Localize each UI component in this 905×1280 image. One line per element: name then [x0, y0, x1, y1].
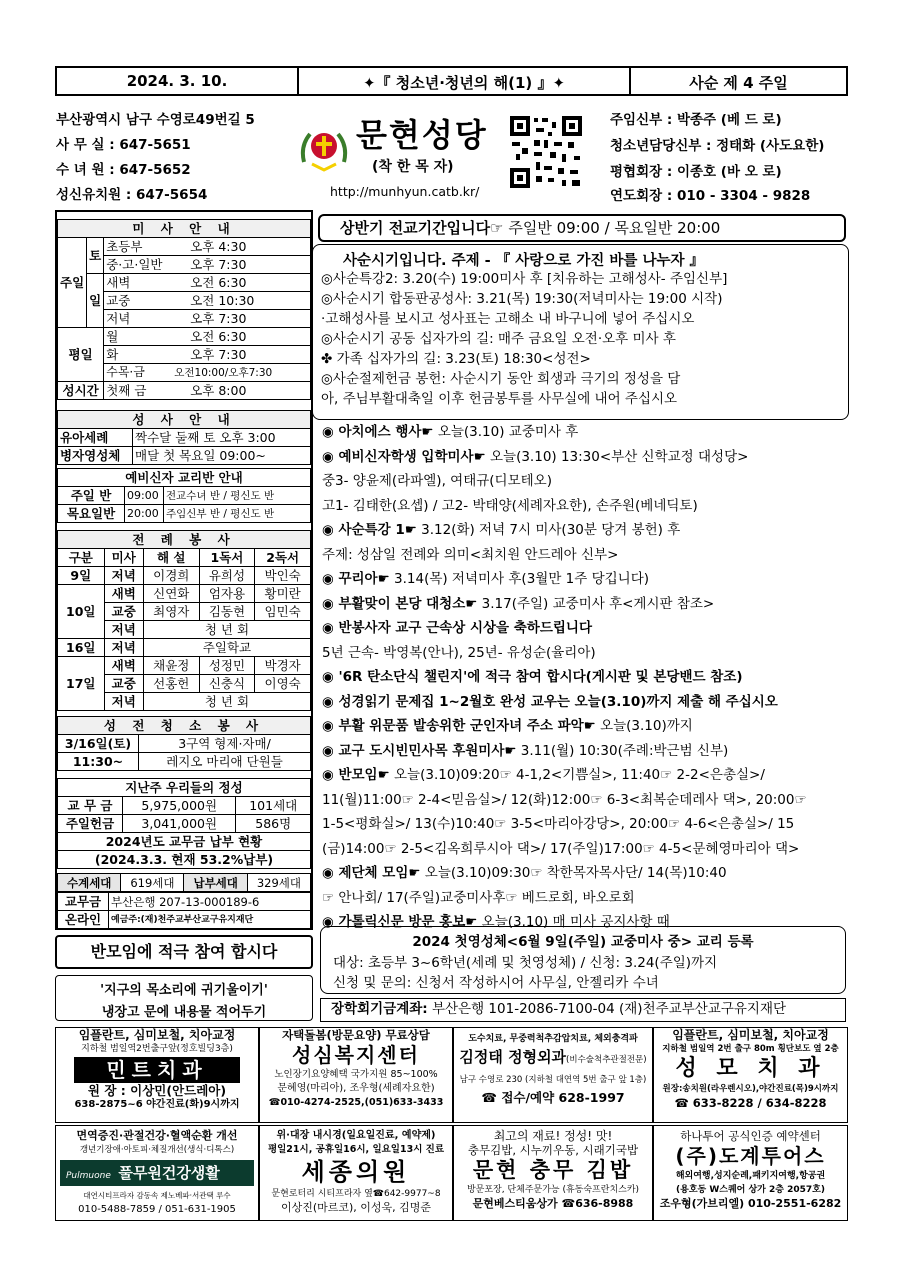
- mass-row: 월 오전 6:30: [104, 328, 311, 346]
- ad-line: ☎ 633-8228 / 634-8228: [674, 1096, 827, 1110]
- liturgy-day: 16일: [58, 639, 105, 657]
- ad-line: 문현베스티움상가 ☎636-8988: [472, 1197, 634, 1210]
- finance-title: 지난주 우리들의 정성: [58, 779, 311, 797]
- ad-line: (용호동 W스퀘어 상가 2층 2057호): [676, 1185, 825, 1195]
- scholarship-value: 부산은행 101-2086-7100-04 (재)천주교부산교구유지재단: [427, 1001, 787, 1017]
- finance-count: 586명: [236, 815, 311, 833]
- news-item-detail: [322, 496, 698, 516]
- mass-row: 첫째 금 오후 8:00: [104, 382, 311, 400]
- ad-name-box: [60, 1160, 254, 1186]
- news-item-title: ◉ 반봉사자 교구 근속상 시상을 축하드립니다: [322, 620, 593, 636]
- liturgy-cell: 교중: [104, 603, 143, 621]
- news-item-title: ◉ 예비신자학생 입학미사☛: [322, 448, 486, 465]
- finance-amount: 5,975,000원: [123, 797, 236, 815]
- ad-kim-orthopedics[interactable]: [453, 1027, 653, 1123]
- account-number: 부산은행 207-13-000189-6: [109, 893, 311, 911]
- liturgy-cell: 성정민: [199, 657, 255, 675]
- parish-emblem-icon: [298, 122, 350, 174]
- first-communion-box: [320, 926, 846, 994]
- ad-line: 원 장 : 이상민(안드레아): [87, 1083, 227, 1098]
- liturgy-cell: 새벽: [104, 657, 143, 675]
- mass-row: 저녁 오후 7:30: [104, 310, 311, 328]
- news-item-text: 3.17(주일) 교중미사 후<게시판 참조>: [477, 595, 715, 612]
- finance-amount: 3,041,000원: [123, 815, 236, 833]
- lent-line: ◎사순특강2: 3.20(수) 19:00미사 후 [치유하는 고해성사- 주임신부]: [321, 271, 728, 287]
- ad-dogye-tours[interactable]: [653, 1125, 848, 1221]
- news-item-text: 3.14(목) 저녁미사 후(3월만 1주 당깁니다): [389, 571, 650, 587]
- ad-line: 638-2875~6 야간진료(화)9시까지: [74, 1099, 240, 1110]
- ad-line: 노인장기요양혜택 국가지원 85~100%: [274, 1069, 438, 1080]
- liturgy-cell: 교중: [104, 675, 143, 693]
- parish-motto: (착 한 목 자): [372, 159, 454, 175]
- ad-line: ☎ 접수/예약 628-1997: [481, 1090, 625, 1105]
- news-item-title: ◉ 아치에스 행사☛: [322, 424, 434, 440]
- news-item-text: 3.12(화) 저녁 7시 미사(30분 당겨 봉헌) 후: [416, 522, 681, 538]
- news-item: [322, 422, 578, 442]
- ad-name: 세종의원: [301, 1158, 411, 1186]
- liturgy-header: 미사: [104, 549, 143, 567]
- staff-pastor: 주임신부 : 박종주 (베 드 로): [610, 112, 782, 128]
- lent-line: ◎사순시기 공동 십자가의 길: 매주 금요일 오전·오후 미사 후: [321, 331, 676, 347]
- sacrament-table: [57, 410, 311, 465]
- ad-line: 면역증진·관절건강·혈액순환 개선: [76, 1129, 238, 1142]
- ad-line: 하나투어 공식인증 예약센터: [680, 1129, 821, 1143]
- lent-line: ✤ 가족 십자가의 길: 3.23(토) 18:30<성전>: [321, 351, 591, 367]
- convent-phone: 수 녀 원 : 647-5652: [56, 162, 191, 178]
- finance-count: 101세대: [236, 797, 311, 815]
- sacrament-title: 성 사 안 내: [58, 411, 311, 429]
- liturgy-cell: 박인숙: [255, 567, 311, 585]
- lent-line: ·고해성사를 보시고 성사표는 고해소 내 바구니에 넣어 주십시오: [321, 311, 695, 327]
- catechism-label: 목요일반: [58, 505, 125, 523]
- news-item-text: 주제: 성삼일 전례와 의미<최치원 안드레아 신부>: [322, 546, 619, 563]
- account-holder: 예금주:(재)천주교부산교구유지재단: [109, 911, 311, 929]
- news-item-detail: [322, 471, 552, 491]
- ad-line: 조우형(가브리엘) 010-2551-6282: [659, 1197, 842, 1210]
- staff-funeral: 연도회장 : 010 - 3304 - 9828: [610, 188, 811, 204]
- news-item-text: 중3- 양윤제(라파엘), 여태규(디모테오): [322, 473, 552, 489]
- news-item-detail: [322, 545, 618, 565]
- news-item-title: ◉ 부활 위문품 발송위한 군인자녀 주소 파악☛: [322, 718, 596, 734]
- pulmuone-logo: Pulmuone: [66, 1171, 111, 1181]
- ad-mint-dental[interactable]: [55, 1027, 259, 1123]
- liturgy-cell: 이경희: [143, 567, 199, 585]
- qr-code-icon[interactable]: [508, 114, 584, 190]
- mass-row: 새벽 오전 6:30: [104, 274, 311, 292]
- households-value: 619세대: [121, 874, 184, 892]
- news-item-title: ◉ 제단체 모임☛: [322, 865, 421, 881]
- liturgy-cell: 엄자용: [199, 585, 255, 603]
- news-item-title: ◉ '6R 탄소단식 챌린지'에 적극 참여 합시다(게시판 및 본당밴드 참조): [322, 669, 743, 685]
- mass-title: 미 사 안 내: [58, 220, 311, 238]
- finance-status: 2024년도 교무금 납부 현황: [58, 833, 311, 851]
- liturgy-cell: 황미란: [255, 585, 311, 603]
- ad-name: 성 모 치 과: [675, 1056, 826, 1081]
- news-item-text: 11(월)11:00☞ 2-4<믿음실>/ 12(화)12:00☞ 6-3<최복순데레사 댁>, 20:00☞: [322, 791, 807, 808]
- liturgy-header: 구분: [58, 549, 105, 567]
- ad-line: 대연시티프라자 감동속 제노베파·서관택 루수: [83, 1191, 231, 1200]
- ad-line: 지하철 범일역 2번 출구 80m 횡단보도 옆 2층: [662, 1044, 839, 1054]
- news-item-text: 오늘(3.10) 교중미사 후: [433, 424, 579, 440]
- news-item: [322, 716, 693, 736]
- mass-sun-label: 일: [87, 274, 104, 328]
- ad-line: 자택돌봄(방문요양) 무료상담: [282, 1028, 430, 1042]
- news-item-text: 오늘(3.10)까지: [595, 718, 693, 734]
- news-item-text: 1-5<평화실>/ 13(수)10:40☞ 3-5<마리아강당>, 20:00☞ 4-6<은총실>/ 15: [322, 816, 795, 832]
- news-item-title: ◉ 꾸리아☛: [322, 571, 390, 587]
- ad-line: ☎010-4274-2525,(051)633-3433: [268, 1097, 444, 1108]
- lent-line: 아, 주님부활대축일 이후 헌금봉투를 사무실에 내어 주십시오: [321, 391, 678, 407]
- communion-line: 대상: 초등부 3~6학년(세례 및 첫영성체) / 신청: 3.24(주일)까지: [333, 955, 718, 971]
- ad-line: 문현로터리 시티프라자 옆☎642-9977~8: [271, 1189, 441, 1199]
- news-item-title: ◉ 교구 도시빈민사목 후원미사☛: [322, 742, 517, 759]
- ad-line: 이상진(마르코), 이성욱, 김명준: [280, 1201, 432, 1214]
- ad-line: 방문포장, 단체주문가능 (휴동숙프란치스카): [466, 1185, 640, 1195]
- banner-title: 상반기 전교기간입니다: [340, 219, 491, 237]
- scholarship-label: 장학회기금계좌:: [331, 1001, 428, 1017]
- liturgy-cell: 유희성: [199, 567, 255, 585]
- news-item: [322, 569, 649, 589]
- account-label: 온라인: [58, 911, 109, 929]
- mass-row: 화 오후 7:30: [104, 346, 311, 364]
- liturgy-day: 10일: [58, 585, 105, 639]
- ad-line: 해외여행,성지순례,패키지여행,항공권: [675, 1171, 826, 1181]
- liturgy-cell: 주일학교: [143, 639, 310, 657]
- news-item: [322, 594, 714, 614]
- mass-sat-label: 토: [87, 238, 104, 274]
- liturgy-cell: 김동현: [199, 603, 255, 621]
- liturgy-cell: 이영숙: [255, 675, 311, 693]
- ad-sejong-clinic[interactable]: [259, 1125, 453, 1221]
- news-item: [322, 863, 727, 883]
- ad-name: 민트치과: [74, 1057, 240, 1083]
- cleaning-group: 레지오 마리애 단원들: [139, 753, 311, 771]
- mass-weekday-label: 평일: [58, 328, 104, 382]
- sacrament-value: 짝수달 둘째 토 오후 3:00: [133, 429, 311, 447]
- ad-line: 평일21시, 공휴일16시, 일요일13시 진료: [267, 1144, 445, 1155]
- liturgy-day: 17일: [58, 657, 105, 711]
- liturgy-cell: 박경자: [255, 657, 311, 675]
- news-item: [322, 741, 728, 761]
- catechism-value: 주임신부 반 / 평신도 반: [164, 505, 311, 523]
- news-item-detail: [322, 839, 799, 859]
- office-phone: 사 무 실 : 647-5651: [56, 137, 191, 153]
- ad-line: 원장:송치원(라우렌시오),야간진료(목)9시까지: [662, 1084, 839, 1094]
- news-item-text: 5년 근속- 박영복(안나), 25년- 유성순(율리아): [322, 644, 596, 661]
- news-item-title: ◉ 반모임☛: [322, 767, 390, 783]
- ad-line: 충무김밥, 시누끼우동, 시래기국밥: [467, 1143, 639, 1157]
- news-item: [322, 447, 748, 467]
- staff-youth-priest: 청소년담당신부 : 정태화 (사도요한): [610, 138, 825, 154]
- header-bar: [55, 66, 848, 96]
- ad-line: 임플란트, 심미보철, 치아교정: [672, 1028, 829, 1042]
- header-theme: ✦『 청소년·청년의 해(1) 』✦: [362, 74, 566, 92]
- ad-seongsim-welfare[interactable]: [259, 1027, 453, 1123]
- ad-name: 성심복지센터: [292, 1043, 420, 1067]
- news-item-text: 오늘(3.10) 13:30<부산 신학교정 대성당>: [485, 448, 749, 465]
- news-item-detail: [322, 643, 596, 663]
- cleaning-title: 성 전 청 소 봉 사: [58, 717, 311, 735]
- cleaning-time: 11:30~: [58, 753, 139, 771]
- account-label: 교무금: [58, 893, 109, 911]
- cleaning-group: 3구역 형제·자매/: [139, 735, 311, 753]
- ad-line: 갱년기장애·아토피·체질개선(생식·디톡스): [79, 1145, 235, 1155]
- ad-line: (비수술척추관절전문): [566, 1055, 647, 1065]
- ad-line: 문혜영(마리아), 조우형(세례자요한): [277, 1083, 435, 1094]
- banner-time: ☞ 주일반 09:00 / 목요일반 20:00: [490, 219, 721, 237]
- ad-line: 임플란트, 심미보철, 치아교정: [78, 1028, 236, 1042]
- meeting-notice: 반모임에 적극 참여 합시다: [55, 935, 313, 969]
- liturgy-day: 9일: [58, 567, 105, 585]
- ad-name: 문현 충무 김밥: [472, 1158, 634, 1182]
- paid-label: 납부세대: [184, 874, 247, 892]
- news-item-text: 오늘(3.10)09:20☞ 4-1,2<기쁨실>, 11:40☞ 2-2<은총실>/: [389, 767, 765, 783]
- ad-line: 최고의 재료! 정성! 맛!: [493, 1129, 613, 1143]
- ad-line: 도수치료, 무중력척추감압치료, 체외충격파: [468, 1034, 638, 1044]
- staff-council: 평협회장 : 이종호 (바 오 로): [610, 164, 782, 180]
- sacrament-label: 병자영성체: [58, 447, 133, 465]
- liturgy-header: 1독서: [199, 549, 255, 567]
- news-item-title: ◉ 부활맞이 본당 대청소☛: [322, 595, 478, 612]
- ad-chungmu-kimbap[interactable]: [453, 1125, 653, 1221]
- mass-sunday-label: 주일: [58, 238, 87, 328]
- households-table: [57, 873, 311, 892]
- liturgy-cell: 신충식: [199, 675, 255, 693]
- finance-label: 주일헌금: [58, 815, 123, 833]
- ad-seongmo-dental[interactable]: [653, 1027, 848, 1123]
- mass-row: 초등부 오후 4:30: [104, 238, 311, 256]
- news-item-text: 3.11(월) 10:30(주례:박근범 신부): [516, 742, 729, 759]
- lent-title: 사순시기입니다. 주제 - 『 사랑으로 가진 바를 나누자 』: [343, 253, 705, 269]
- news-item: [322, 667, 743, 687]
- liturgy-cell: 선홍헌: [143, 675, 199, 693]
- finance-status: (2024.3.3. 현재 53.2%납부): [58, 851, 311, 869]
- liturgy-cell: 청 년 회: [143, 693, 310, 711]
- news-item: [322, 765, 765, 785]
- ad-name: (주)도계투어스: [675, 1144, 826, 1168]
- mass-row: 교중 오전 10:30: [104, 292, 311, 310]
- catechism-time: 20:00: [125, 505, 164, 523]
- news-item-title: ◉ 가톨릭신문 방문 홍보☛: [322, 914, 478, 930]
- lent-line: ◎사순시기 합동판공성사: 3.21(목) 19:30(저녁미사는 19:00 시작): [321, 291, 723, 307]
- catechism-title: 예비신자 교리반 안내: [58, 469, 311, 487]
- news-item-detail: [322, 814, 794, 834]
- ad-pulmuone[interactable]: [55, 1125, 259, 1221]
- finance-label: 교 무 금: [58, 797, 123, 815]
- header-date: 2024. 3. 10.: [126, 72, 228, 90]
- mass-table: [57, 219, 311, 400]
- catechism-time: 09:00: [125, 487, 164, 505]
- paid-value: 329세대: [247, 874, 310, 892]
- liturgy-cell: 저녁: [104, 639, 143, 657]
- households-label: 수계세대: [58, 874, 121, 892]
- ad-name: 풀무원건강생활: [118, 1164, 220, 1182]
- cleaning-table: [57, 716, 311, 771]
- liturgy-cell: 채윤정: [143, 657, 199, 675]
- ad-line: 위·대장 내시경(일요일진료, 예약제): [276, 1130, 436, 1141]
- communion-line: 신청 및 문의: 신청서 작성하시어 사무실, 안젤리카 수녀: [333, 975, 659, 991]
- news-item-text: 오늘(3.10) 매 미사 공지사항 때: [477, 914, 670, 930]
- catechism-label: 주일 반: [58, 487, 125, 505]
- catechism-value: 전교수녀 반 / 평신도 반: [164, 487, 311, 505]
- sacrament-value: 매달 첫 목요일 09:00~: [133, 447, 311, 465]
- liturgy-cell: 최영자: [143, 603, 199, 621]
- ad-line: 010-5488-7859 / 051-631-1905: [78, 1204, 236, 1215]
- catechism-table: [57, 468, 311, 523]
- parish-url[interactable]: http://munhyun.catb.kr/: [330, 184, 480, 199]
- mass-row: 중·고·일반 오후 7:30: [104, 256, 311, 274]
- kindergarten-phone: 성신유치원 : 647-5654: [56, 187, 208, 203]
- earth-notice: [55, 975, 313, 1021]
- liturgy-cell: 저녁: [104, 567, 143, 585]
- news-item-title: ◉ 사순특강 1☛: [322, 522, 417, 538]
- news-item: [322, 618, 592, 638]
- liturgy-header: 해 설: [143, 549, 199, 567]
- lent-line: ◎사순절제헌금 봉헌: 사순시기 동안 희생과 극기의 정성을 담: [321, 371, 681, 387]
- account-table: [57, 892, 311, 929]
- mass-holy-hour-label: 성시간: [58, 382, 104, 400]
- liturgy-header: 2독서: [255, 549, 311, 567]
- news-item: [322, 692, 778, 712]
- sacrament-label: 유아세례: [58, 429, 133, 447]
- news-item-text: 고1- 김태한(요셉) / 고2- 박태양(세례자요한), 손주원(베네딕토): [322, 497, 698, 514]
- evangelization-banner: [318, 214, 846, 242]
- news-item-text: 오늘(3.10)09:30☞ 착한목자목사단/ 14(목)10:40: [420, 865, 727, 881]
- mass-row: 수목·금 오전10:00/오후7:30: [104, 364, 311, 382]
- news-item: [322, 520, 680, 540]
- liturgy-cell: 청 년 회: [143, 621, 310, 639]
- liturgy-table: [57, 530, 311, 711]
- address: 부산광역시 남구 수영로49번길 5: [56, 112, 255, 128]
- lent-box: [312, 244, 849, 420]
- header-week: 사순 제 4 주일: [689, 74, 788, 92]
- liturgy-cell: 저녁: [104, 621, 143, 639]
- earth-notice-text: 냉장고 문에 내용물 적어두기: [101, 1005, 267, 1020]
- news-item-title: ◉ 성경읽기 문제집 1~2월호 완성 교우는 오늘(3.10)까지 제출 해 주십시오: [322, 693, 778, 710]
- ad-name: 김정태 정형외과: [459, 1048, 567, 1066]
- finance-table: [57, 778, 311, 869]
- scholarship-account: [320, 998, 846, 1022]
- communion-title: 2024 첫영성체<6월 9일(주일) 교중미사 중> 교리 등록: [412, 934, 754, 950]
- news-item-detail: [322, 790, 807, 810]
- ad-line: 지하철 범일역2번출구앞(정호빌딩3층): [81, 1044, 233, 1054]
- news-item-detail: [322, 888, 635, 908]
- liturgy-cell: 새벽: [104, 585, 143, 603]
- liturgy-title: 전 례 봉 사: [58, 531, 311, 549]
- parish-name: 문현성당: [356, 116, 488, 154]
- news-item-text: (금)14:00☞ 2-5<김옥희루시아 댁>/ 17(주일)17:00☞ 4-5<문혜영마리아 댁>: [322, 840, 800, 857]
- news-item-text: ☞ 안나회/ 17(주일)교중미사후☞ 베드로회, 바오로회: [322, 889, 635, 906]
- liturgy-cell: 임민숙: [255, 603, 311, 621]
- earth-notice-title: '지구의 목소리에 귀기울이기': [100, 983, 268, 998]
- liturgy-cell: 신연화: [143, 585, 199, 603]
- liturgy-cell: 저녁: [104, 693, 143, 711]
- ad-line: 남구 수영로 230 (지하철 대연역 5번 출구 앞 1층): [459, 1075, 647, 1085]
- cleaning-date: 3/16일(토): [58, 735, 139, 753]
